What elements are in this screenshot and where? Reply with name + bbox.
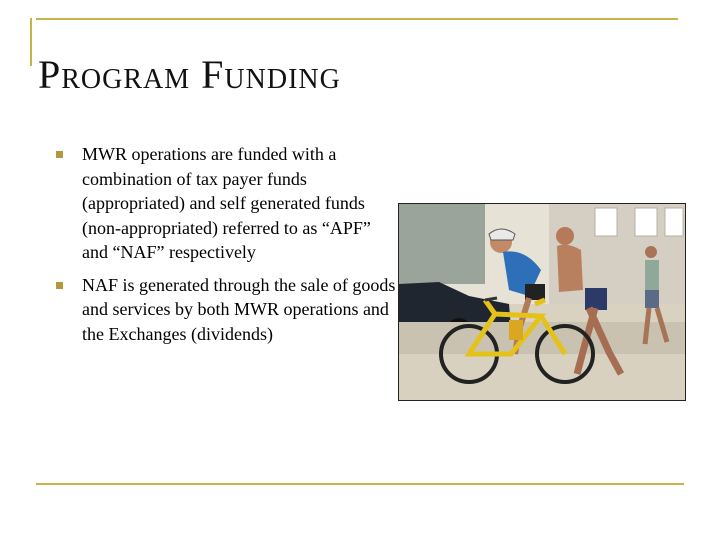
photo-illustration [399,204,685,400]
bullet-text: NAF is generated through the sale of goods and services by both MWR operations and the Exchanges (dividends) [82,274,396,344]
bullet-item [54,142,400,265]
top-rule [36,18,678,20]
bullet-item [54,273,400,347]
square-bullet-icon [56,151,63,158]
cyclist-runner-photo [398,203,686,401]
slide-title: Program Funding [38,51,341,97]
bottom-rule [36,483,684,485]
square-bullet-icon [56,282,63,289]
left-rule [30,18,32,66]
bullet-list [54,142,400,354]
bullet-text: MWR operations are funded with a combination of tax payer funds (appropriated) and self generated funds (non-appropriated) referred to as “APF” and “NAF” respectively [82,144,371,262]
